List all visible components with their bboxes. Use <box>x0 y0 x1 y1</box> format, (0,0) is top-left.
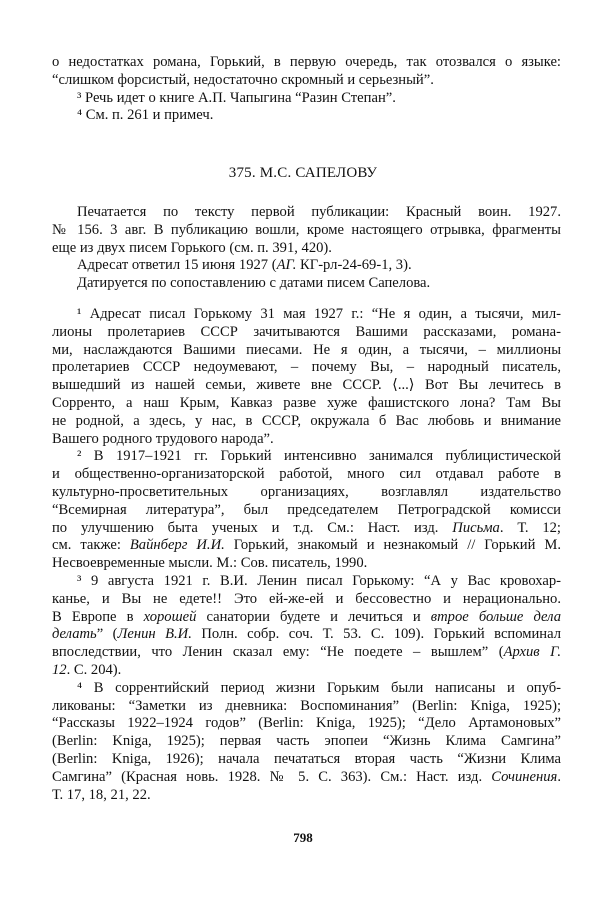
text-segment: “Рассказы 1922–1924 годов” (Berlin: Kniga, 1925); “Дело Артамоновых” <box>52 715 561 732</box>
text-segment: В Европе в <box>52 608 144 625</box>
italic-text: Письма <box>452 519 500 536</box>
text-segment: лионы пролетариев СССР зачитываются Вашими рассказами, романа- <box>52 323 561 340</box>
text-line <box>52 751 561 769</box>
text-line <box>52 448 561 466</box>
text-line <box>52 413 561 431</box>
text-line <box>52 90 561 108</box>
text-line <box>52 626 561 644</box>
text-line <box>52 733 561 751</box>
text-segment: ” ( <box>96 626 118 643</box>
text-line <box>52 609 561 627</box>
text-segment: Полн. собр. соч. Т. 53. С. 109). Горький вспоминал <box>191 626 561 643</box>
text-segment: впоследствии, что Ленин сказал ему: “Не поедете – вышлем” ( <box>52 644 504 661</box>
text-segment: санатории будете и лечиться и <box>196 608 431 625</box>
text-line <box>52 769 561 787</box>
text-segment: см. также: <box>52 537 130 554</box>
italic-text: Сочинения <box>491 768 558 785</box>
italic-text: делать <box>52 626 97 643</box>
publication-info <box>52 204 561 293</box>
previous-letter-notes <box>52 54 561 125</box>
text-segment: ми, наслаждаются Вашими пиесами. Не я один, а тысячи, – миллионы <box>52 341 561 358</box>
text-segment: . <box>557 768 561 785</box>
text-segment: ³ 9 августа 1921 г. В.И. Ленин писал Горькому: “А у Вас кровохар- <box>77 572 561 589</box>
text-line <box>52 240 561 258</box>
text-segment: ³ Речь идет о книге А.П. Чапыгина “Разин Степан”. <box>77 89 396 106</box>
text-segment: ликованы: “Заметки из дневника: Воспоминания” (Berlin: Kniga, 1925); <box>52 697 561 714</box>
text-line <box>52 698 561 716</box>
text-line <box>52 466 561 484</box>
text-line <box>52 573 561 591</box>
text-line <box>52 662 561 680</box>
text-segment: ² В 1917–1921 гг. Горький интенсивно занимался публицистической <box>77 448 561 465</box>
italic-text: Архив Г. <box>503 644 561 661</box>
text-line <box>52 324 561 342</box>
text-line <box>52 257 561 275</box>
text-segment: ⁴ См. п. 261 и примеч. <box>77 107 214 124</box>
text-segment: Печатается по тексту первой публикации: Красный воин. 1927. <box>77 204 561 220</box>
text-line <box>52 222 561 240</box>
text-line <box>52 306 561 324</box>
text-segment: Самгина” (Красная новь. 1928. № 5. С. 363). См.: Наст. изд. <box>52 768 492 785</box>
text-segment: “слишком форсистый, недостаточно скромный и серьезный”. <box>52 71 434 88</box>
section-title: 375. М.С. САПЕЛОВУ <box>228 165 378 181</box>
text-segment: канье, и Вы не едете!! Это ей-же-ей и бессовестно и нерационально. <box>52 590 561 607</box>
text-line <box>52 342 561 360</box>
text-segment: . С. 204). <box>66 661 122 678</box>
text-segment: (Berlin: Kniga, 1926); начала печататься вторая часть “Жизни Клима <box>52 750 561 767</box>
text-line <box>52 502 561 520</box>
text-segment: КГ-рл-24-69-1, 3). <box>296 257 412 274</box>
text-line <box>52 715 561 733</box>
text-line <box>52 204 561 222</box>
text-segment: (Berlin: Kniga, 1925); первая часть эпопеи “Жизнь Клима Самгина” <box>52 733 561 750</box>
text-segment: Сорренто, а наш Крым, Кавказ разве хуже фашистского лона? Там Вы <box>52 394 561 411</box>
text-line <box>52 54 561 72</box>
text-segment: Т. 17, 18, 21, 22. <box>52 786 151 803</box>
italic-text: втрое больше дела <box>430 608 561 625</box>
text-segment: Вашего родного трудового народа”. <box>52 430 274 447</box>
text-line <box>52 431 561 449</box>
footnotes <box>52 306 561 804</box>
text-segment: № 156. 3 авг. В публикацию вошли, кроме настоящего отрывка, фрагменты <box>52 221 561 238</box>
text-segment: о недостатках романа, Горький, в первую очередь, так отозвался о языке: <box>52 54 561 70</box>
italic-text: хорошей <box>143 608 197 625</box>
text-line <box>52 72 561 90</box>
text-segment: не родной, а здесь, у нас, в СССР, окружала б Вас любовь и внимание <box>52 412 561 429</box>
text-line <box>52 520 561 538</box>
text-segment: и общественно-организаторской работой, много сил отдавал работе в <box>52 466 561 483</box>
text-line <box>52 377 561 395</box>
text-segment: еще из двух писем Горького (см. п. 391, 420). <box>52 239 332 256</box>
text-segment: . Т. 12; <box>499 519 561 536</box>
text-line <box>52 107 561 125</box>
text-line <box>52 275 561 293</box>
text-segment: Горький, знакомый и незнакомый // Горький М. <box>224 537 561 554</box>
text-line <box>52 395 561 413</box>
text-line <box>52 591 561 609</box>
text-line <box>52 484 561 502</box>
text-line <box>52 644 561 662</box>
text-segment: “Всемирная литература”, был председателем Петроградской комисси <box>52 501 561 518</box>
text-segment: пролетариев СССР недоумевают, – почему Вы, – народный писатель, <box>52 359 561 376</box>
text-segment: по улучшению быта ученых и т.д. См.: Наст. изд. <box>52 519 453 536</box>
italic-text: Ленин В.И. <box>117 626 192 643</box>
text-segment: Несвоевременные мысли. М.: Сов. писатель, 1990. <box>52 555 368 572</box>
text-line <box>52 680 561 698</box>
italic-text: АГ. <box>276 257 297 274</box>
text-line <box>52 787 561 805</box>
text-segment: ⁴ В соррентийский период жизни Горьким были написаны и опуб- <box>77 679 561 696</box>
text-segment: Датируется по сопоставлению с датами писем Сапелова. <box>77 275 431 292</box>
text-segment: культурно-просветительных организациях, возглавлял издательство <box>52 483 561 500</box>
text-segment: ¹ Адресат писал Горькому 31 мая 1927 г.: “Не я один, а тысячи, мил- <box>77 306 561 322</box>
italic-text: Вайнберг И.И. <box>129 537 225 554</box>
page-number: 798 <box>293 830 313 845</box>
text-line <box>52 537 561 555</box>
text-line <box>52 555 561 573</box>
italic-text: 12 <box>52 661 67 678</box>
text-line <box>52 359 561 377</box>
text-segment: вышедший из нашей семьи, живете вне СССР. ⟨...⟩ Вот Вы лечитесь в <box>52 377 561 394</box>
text-segment: Адресат ответил 15 июня 1927 ( <box>77 257 277 274</box>
